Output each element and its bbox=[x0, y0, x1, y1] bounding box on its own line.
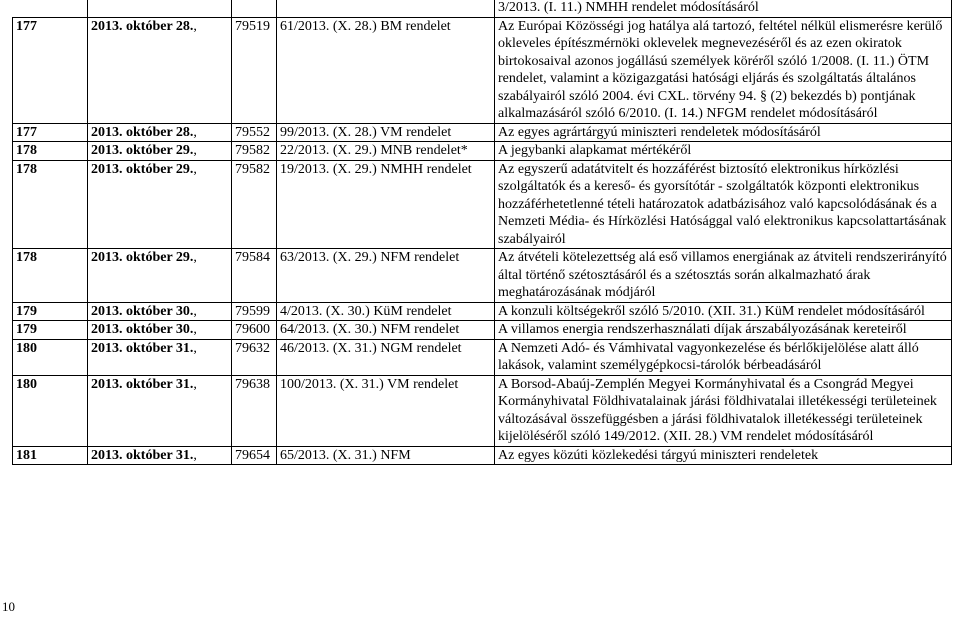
date-separator: , bbox=[193, 161, 197, 177]
table-row bbox=[13, 17, 952, 123]
issue-number-cell: 181 bbox=[13, 446, 88, 465]
issue-number-cell: 178 bbox=[13, 160, 88, 249]
regulation-title-cell: 3/2013. (I. 11.) NMHH rendelet módosításáról bbox=[495, 0, 952, 17]
page-code-cell: 79654 bbox=[232, 446, 277, 465]
issue-number-cell: 178 bbox=[13, 142, 88, 161]
regulation-title-cell: A jegybanki alapkamat mértékéről bbox=[495, 142, 952, 161]
regulation-reference-cell: 19/2013. (X. 29.) NMHH rendelet bbox=[277, 160, 495, 249]
table-row bbox=[13, 302, 952, 321]
table-row bbox=[13, 249, 952, 303]
regulation-reference-cell: 46/2013. (X. 31.) NGM rendelet bbox=[277, 339, 495, 375]
regulation-reference-cell: 63/2013. (X. 29.) NFM rendelet bbox=[277, 249, 495, 303]
date-cell bbox=[88, 321, 232, 340]
table-row bbox=[13, 321, 952, 340]
regulation-title-cell: A villamos energia rendszerhasználati díjak árszabályozásának kereteiről bbox=[495, 321, 952, 340]
date-text: 2013. október 28. bbox=[91, 124, 194, 140]
date-separator: , bbox=[193, 143, 197, 158]
table-row bbox=[13, 375, 952, 446]
date-cell bbox=[88, 375, 232, 446]
date-separator: , bbox=[193, 322, 197, 337]
page-code-cell: 79582 bbox=[232, 142, 277, 161]
regulation-reference-cell: 100/2013. (X. 31.) VM rendelet bbox=[277, 375, 495, 446]
issue-number-cell bbox=[13, 0, 88, 17]
date-cell bbox=[88, 160, 232, 249]
date-separator: , bbox=[193, 250, 197, 265]
issue-number-cell: 179 bbox=[13, 302, 88, 321]
page-code-cell: 79552 bbox=[232, 123, 277, 142]
page-number: 10 bbox=[2, 599, 15, 614]
date-text: 2013. október 28. bbox=[91, 18, 194, 34]
regulation-title-cell: Az egyes agrártárgyú miniszteri rendeletek módosításáról bbox=[495, 123, 952, 142]
table-row bbox=[13, 0, 952, 17]
table-row bbox=[13, 339, 952, 375]
date-cell bbox=[88, 446, 232, 465]
regulation-title-cell: Az átvételi kötelezettség alá eső villamos energiának az átviteli rendszerirányító által történő szétosztásáról és a szétosztás során alkalmazható árak meghatározásának módjáról bbox=[495, 249, 952, 303]
page-code-cell bbox=[232, 0, 277, 17]
date-cell bbox=[88, 339, 232, 375]
date-text: 2013. október 31. bbox=[91, 340, 194, 356]
issue-number-cell: 177 bbox=[13, 123, 88, 142]
regulation-title-cell: A konzuli költségekről szóló 5/2010. (XII. 31.) KüM rendelet módosításáról bbox=[495, 302, 952, 321]
regulation-title-cell: A Borsod-Abaúj-Zemplén Megyei Kormányhivatal és a Csongrád Megyei Kormányhivatal Földhivatalainak járási földhivatalai illetékességi területeinek változásával összefüggésben a járási földhivatalok illetékességi területeinek kijelöléséről szóló 149/2012. (XII. 28.) VM rendelet módosításáról bbox=[495, 375, 952, 446]
regulation-title-cell: A Nemzeti Adó- és Vámhivatal vagyonkezelése és bérlőkijelölése alatt álló lakások, valamint személygépkocsi-tárolók bérbeadásáról bbox=[495, 339, 952, 375]
date-separator: , bbox=[193, 376, 197, 392]
regulation-title-cell: Az egyszerű adatátvitelt és hozzáférést biztosító elektronikus hírközlési szolgáltatók és a kereső- és gyorsítótár - szolgáltatók központi elektronikus hozzáférhetetlenné tételi határozatok adatbázisához való kapcsolódásának és a Nemzeti Média- és Hírközlési Hatósággal való elektronikus kapcsolattartásának szabályairól bbox=[495, 160, 952, 249]
page-code-cell: 79584 bbox=[232, 249, 277, 303]
date-text: 2013. október 29. bbox=[91, 161, 194, 177]
date-separator: , bbox=[193, 124, 197, 140]
regulation-reference-cell: 64/2013. (X. 30.) NFM rendelet bbox=[277, 321, 495, 340]
date-separator: , bbox=[193, 447, 197, 463]
date-separator: , bbox=[193, 303, 197, 319]
table-row bbox=[13, 160, 952, 249]
issue-number-cell: 180 bbox=[13, 339, 88, 375]
page-code-cell: 79600 bbox=[232, 321, 277, 340]
table-row bbox=[13, 446, 952, 465]
page-code-cell: 79599 bbox=[232, 302, 277, 321]
regulation-reference-cell: 65/2013. (X. 31.) NFM bbox=[277, 446, 495, 465]
date-text: 2013. október 29. bbox=[91, 250, 194, 265]
date-separator: , bbox=[193, 340, 197, 356]
date-text: 2013. október 30. bbox=[91, 303, 194, 319]
date-cell bbox=[88, 17, 232, 123]
date-cell bbox=[88, 142, 232, 161]
date-cell bbox=[88, 302, 232, 321]
issue-number-cell: 180 bbox=[13, 375, 88, 446]
regulation-title-cell: Az Európai Közösségi jog hatálya alá tartozó, feltétel nélkül elismerésre kerülő okleveles építészmérnöki oklevelek megnevezéséről és az ezen okiratok birtokosaival azonos jogállású személyek köréről szóló 1/2008. (I. 11.) ÖTM rendelet, valamint a közigazgatási hatósági eljárás és szolgáltatás általános szabályairól szóló 2004. évi CXL. törvény 94. § (2) bekezdés b) pontjának alkalmazásáról szóló 6/2010. (I. 14.) NFGM rendelet módosításáról bbox=[495, 17, 952, 123]
regulation-reference-cell: 61/2013. (X. 28.) BM rendelet bbox=[277, 17, 495, 123]
table-body bbox=[13, 0, 952, 465]
page-code-cell: 79519 bbox=[232, 17, 277, 123]
regulation-reference-cell: 4/2013. (X. 30.) KüM rendelet bbox=[277, 302, 495, 321]
regulation-reference-cell: 22/2013. (X. 29.) MNB rendelet* bbox=[277, 142, 495, 161]
date-cell bbox=[88, 0, 232, 17]
date-text: 2013. október 30. bbox=[91, 322, 194, 337]
regulation-reference-cell: 99/2013. (X. 28.) VM rendelet bbox=[277, 123, 495, 142]
issue-number-cell: 178 bbox=[13, 249, 88, 303]
issue-number-cell: 177 bbox=[13, 17, 88, 123]
page-code-cell: 79582 bbox=[232, 160, 277, 249]
table-row bbox=[13, 123, 952, 142]
regulation-title-cell: Az egyes közúti közlekedési tárgyú miniszteri rendeletek bbox=[495, 446, 952, 465]
date-separator: , bbox=[193, 18, 197, 34]
date-text: 2013. október 29. bbox=[91, 143, 194, 158]
issue-number-cell: 179 bbox=[13, 321, 88, 340]
regulation-reference-cell bbox=[277, 0, 495, 17]
page-code-cell: 79638 bbox=[232, 375, 277, 446]
date-cell bbox=[88, 123, 232, 142]
table-row bbox=[13, 142, 952, 161]
date-text: 2013. október 31. bbox=[91, 447, 194, 463]
legislation-table bbox=[12, 0, 952, 465]
date-text: 2013. október 31. bbox=[91, 376, 194, 392]
date-cell bbox=[88, 249, 232, 303]
page-code-cell: 79632 bbox=[232, 339, 277, 375]
